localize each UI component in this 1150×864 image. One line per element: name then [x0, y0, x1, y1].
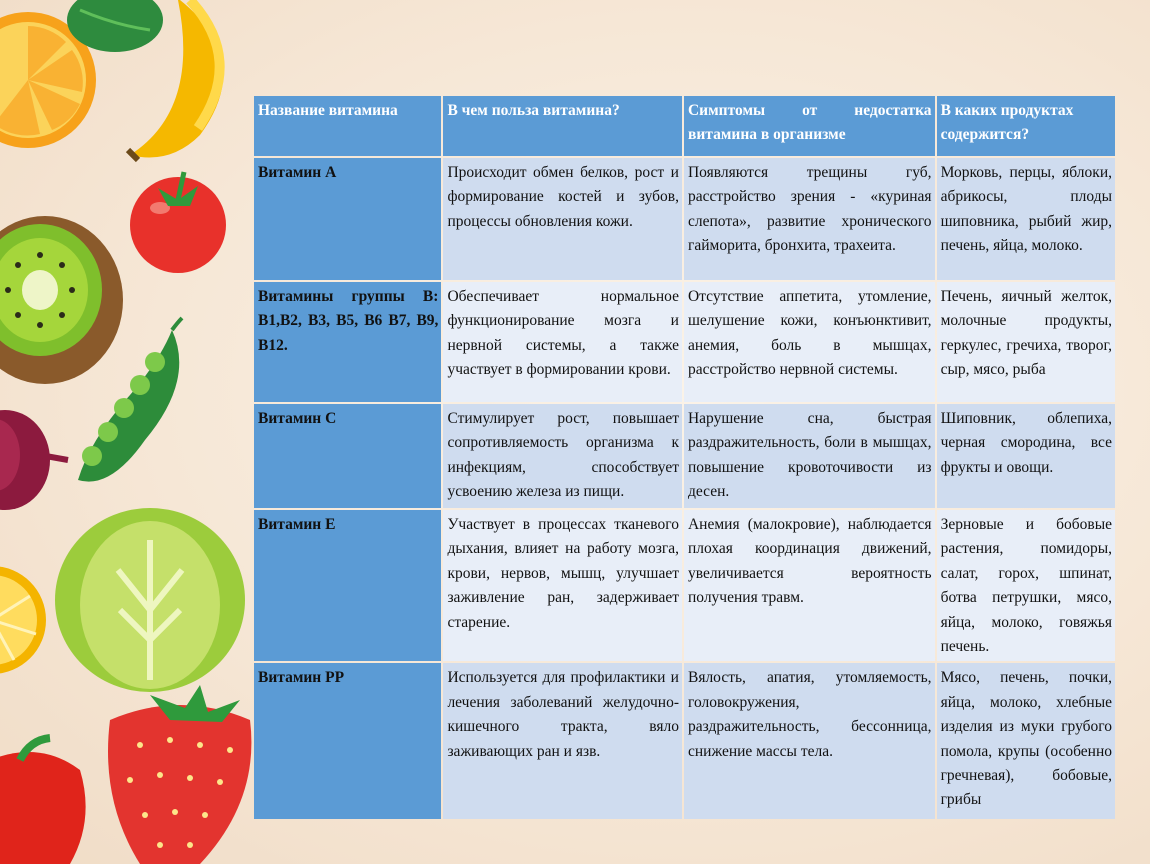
- header-deficiency-symptoms: Симптомы от недостатка витамина в организме: [684, 96, 935, 156]
- header-benefit: В чем польза витамина?: [443, 96, 682, 156]
- symptoms-cell: Нарушение сна, быстрая раздражительность, боли в мышцах, повышение кровоточивости из десен.: [684, 404, 935, 508]
- vitamins-table: [252, 94, 1117, 821]
- benefit-cell: Участвует в процессах тканевого дыхания, влияет на работу мозга, крови, нервов, мышц, улучшает заживление ран, задерживает старение.: [443, 510, 682, 661]
- header-vitamin-name: Название витамина: [254, 96, 441, 156]
- table-row: [254, 663, 1115, 819]
- red-onion-icon: [0, 410, 68, 510]
- lemon-slice-icon: [0, 566, 46, 674]
- vitamin-name-cell: Витамины группы В: В1,В2, В3, В5, В6 В7, В9, В12.: [254, 282, 441, 402]
- strawberry-icon: [108, 685, 251, 864]
- vitamin-name-cell: Витамин Е: [254, 510, 441, 661]
- fruit-decoration-panel: [0, 0, 260, 864]
- benefit-cell: Происходит обмен белков, рост и формирование костей и зубов, процессы обновления кожи.: [443, 158, 682, 280]
- symptoms-cell: Появляются трещины губ, расстройство зрения - «куриная слепота», развитие хронического гайморита, бронхита, трахеита.: [684, 158, 935, 280]
- table-row: [254, 404, 1115, 508]
- symptoms-cell: Анемия (малокровие), наблюдается плохая координация движений, увеличивается вероятность получения травм.: [684, 510, 935, 661]
- products-cell: Зерновые и бобовые растения, помидоры, салат, горох, шпинат, ботва петрушки, мясо, яйца, молоко, говяжья печень.: [937, 510, 1115, 661]
- table-row: [254, 510, 1115, 661]
- vitamin-name-cell: Витамин РР: [254, 663, 441, 819]
- lettuce-icon: [55, 508, 245, 692]
- kiwi-icon: [0, 216, 123, 384]
- table-row: [254, 158, 1115, 280]
- tomato-icon: [130, 172, 226, 273]
- table-header-row: [254, 96, 1115, 156]
- vitamin-name-cell: Витамин А: [254, 158, 441, 280]
- products-cell: Шиповник, облепиха, черная смородина, все фрукты и овощи.: [937, 404, 1115, 508]
- benefit-cell: Стимулирует рост, повышает сопротивляемость организма к инфекциям, способствует усвоению железа из пищи.: [443, 404, 682, 508]
- benefit-cell: Обеспечивает нормальное функционирование мозга и нервной системы, а также участвует в формировании крови.: [443, 282, 682, 402]
- symptoms-cell: Отсутствие аппетита, утомление, шелушение кожи, конъюнктивит, анемия, боль в мышцах, расстройство нервной системы.: [684, 282, 935, 402]
- vitamin-name-cell: Витамин С: [254, 404, 441, 508]
- products-cell: Морковь, перцы, яблоки, абрикосы, плоды шиповника, рыбий жир, печень, яйца, молоко.: [937, 158, 1115, 280]
- products-cell: Мясо, печень, почки, яйца, молоко, хлебные изделия из муки грубого помола, крупы (особенно гречневая), бобовые, грибы: [937, 663, 1115, 819]
- header-food-sources: В каких продуктах содержится?: [937, 96, 1115, 156]
- table-row: [254, 282, 1115, 402]
- benefit-cell: Используется для профилактики и лечения заболеваний желудочно-кишечного тракта, вяло заживающих ран и язв.: [443, 663, 682, 819]
- symptoms-cell: Вялость, апатия, утомляемость, головокружения, раздражительность, бессонница, снижение массы тела.: [684, 663, 935, 819]
- red-pepper-icon: [0, 738, 86, 864]
- products-cell: Печень, яичный желток, молочные продукты, геркулес, гречиха, творог, сыр, мясо, рыба: [937, 282, 1115, 402]
